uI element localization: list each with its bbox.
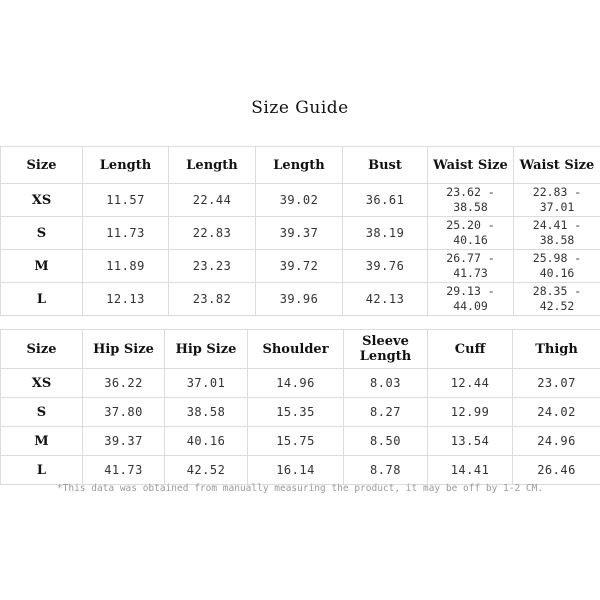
- header-bust: Bust: [343, 147, 428, 184]
- table-row: [1, 283, 600, 316]
- table-cell: 41.73: [83, 456, 165, 485]
- range-end: 42.52: [539, 299, 575, 313]
- range-start: 23.62 -: [446, 185, 495, 199]
- header-length: Length: [83, 147, 169, 184]
- header-sleeve-line1: Sleeve: [362, 334, 409, 349]
- size-cell: L: [1, 283, 83, 316]
- measurement-disclaimer: *This data was obtained from manually measuring the product, it may be off by 1-2 CM.: [56, 483, 544, 494]
- table-cell: 11.57: [83, 184, 169, 217]
- table-cell: 11.89: [83, 250, 169, 283]
- table-cell-range: [428, 250, 514, 283]
- range-start: 28.35 -: [532, 284, 582, 298]
- table-cell: 37.01: [165, 369, 248, 398]
- table-cell: 39.76: [343, 250, 428, 283]
- range-start: 26.77 -: [446, 251, 495, 265]
- header-cuff: Cuff: [428, 330, 513, 369]
- table-row: [1, 427, 600, 456]
- table-cell: 36.22: [83, 369, 165, 398]
- table-cell: 12.13: [83, 283, 169, 316]
- table-cell-range: [514, 250, 600, 283]
- table-row: [1, 398, 600, 427]
- table-cell-range: [514, 283, 600, 316]
- table-cell: 23.23: [169, 250, 256, 283]
- header-thigh: Thigh: [513, 330, 600, 369]
- table-cell: 12.99: [428, 398, 513, 427]
- table-cell: 42.52: [165, 456, 248, 485]
- range-start: 22.83 -: [532, 185, 582, 199]
- header-sleeve-length: [344, 330, 428, 369]
- size-table-upper: [0, 146, 600, 316]
- table-cell: 14.41: [428, 456, 513, 485]
- range-end: 38.58: [539, 233, 575, 247]
- size-cell: L: [1, 456, 83, 485]
- range-start: 24.41 -: [532, 218, 582, 232]
- size-cell: M: [1, 250, 83, 283]
- header-sleeve-line2: Length: [359, 349, 412, 364]
- table-cell: 23.82: [169, 283, 256, 316]
- table-cell-range: [428, 283, 514, 316]
- range-end: 41.73: [453, 266, 488, 280]
- header-shoulder: Shoulder: [248, 330, 344, 369]
- table-cell: 39.37: [256, 217, 343, 250]
- page-title: Size Guide: [251, 98, 349, 118]
- table-cell: 39.02: [256, 184, 343, 217]
- header-hip-size: Hip Size: [165, 330, 248, 369]
- table-cell: 15.35: [248, 398, 344, 427]
- table-row: [1, 184, 600, 217]
- size-cell: M: [1, 427, 83, 456]
- size-cell: XS: [1, 184, 83, 217]
- table-row: [1, 369, 600, 398]
- header-hip-size: Hip Size: [83, 330, 165, 369]
- range-end: 38.58: [453, 200, 488, 214]
- table-cell: 16.14: [248, 456, 344, 485]
- range-start: 25.20 -: [446, 218, 495, 232]
- table-cell: 15.75: [248, 427, 344, 456]
- table-cell: 39.96: [256, 283, 343, 316]
- table-cell: 40.16: [165, 427, 248, 456]
- table-cell: 8.78: [344, 456, 428, 485]
- range-end: 40.16: [453, 233, 488, 247]
- table-cell-range: [428, 217, 514, 250]
- table-cell-range: [428, 184, 514, 217]
- range-end: 37.01: [539, 200, 575, 214]
- table-cell: 8.50: [344, 427, 428, 456]
- table-cell: 38.58: [165, 398, 248, 427]
- table-cell: 39.37: [83, 427, 165, 456]
- header-size: Size: [1, 330, 83, 369]
- table-cell: 14.96: [248, 369, 344, 398]
- table-cell: 24.02: [513, 398, 600, 427]
- table-cell: 39.72: [256, 250, 343, 283]
- table-cell: 23.07: [513, 369, 600, 398]
- table-header-row: [1, 147, 600, 184]
- table-cell: 38.19: [343, 217, 428, 250]
- header-waist-size: Waist Size: [514, 147, 600, 184]
- size-cell: S: [1, 217, 83, 250]
- range-start: 25.98 -: [532, 251, 582, 265]
- table-cell: 37.80: [83, 398, 165, 427]
- table-cell: 26.46: [513, 456, 600, 485]
- size-cell: XS: [1, 369, 83, 398]
- size-cell: S: [1, 398, 83, 427]
- table-cell: 8.03: [344, 369, 428, 398]
- table-cell-range: [514, 184, 600, 217]
- table-cell: 22.44: [169, 184, 256, 217]
- table-cell: 22.83: [169, 217, 256, 250]
- table-cell-range: [514, 217, 600, 250]
- header-length: Length: [256, 147, 343, 184]
- header-waist-size: Waist Size: [428, 147, 514, 184]
- table-row: [1, 250, 600, 283]
- table-row: [1, 456, 600, 485]
- table-cell: 12.44: [428, 369, 513, 398]
- size-table-lower: [0, 329, 600, 485]
- table-cell: 8.27: [344, 398, 428, 427]
- table-row: [1, 217, 600, 250]
- range-end: 40.16: [539, 266, 575, 280]
- table-cell: 24.96: [513, 427, 600, 456]
- header-size: Size: [1, 147, 83, 184]
- range-end: 44.09: [453, 299, 488, 313]
- table-header-row: [1, 330, 600, 369]
- header-length: Length: [169, 147, 256, 184]
- table-cell: 13.54: [428, 427, 513, 456]
- table-cell: 36.61: [343, 184, 428, 217]
- table-cell: 42.13: [343, 283, 428, 316]
- table-cell: 11.73: [83, 217, 169, 250]
- range-start: 29.13 -: [446, 284, 495, 298]
